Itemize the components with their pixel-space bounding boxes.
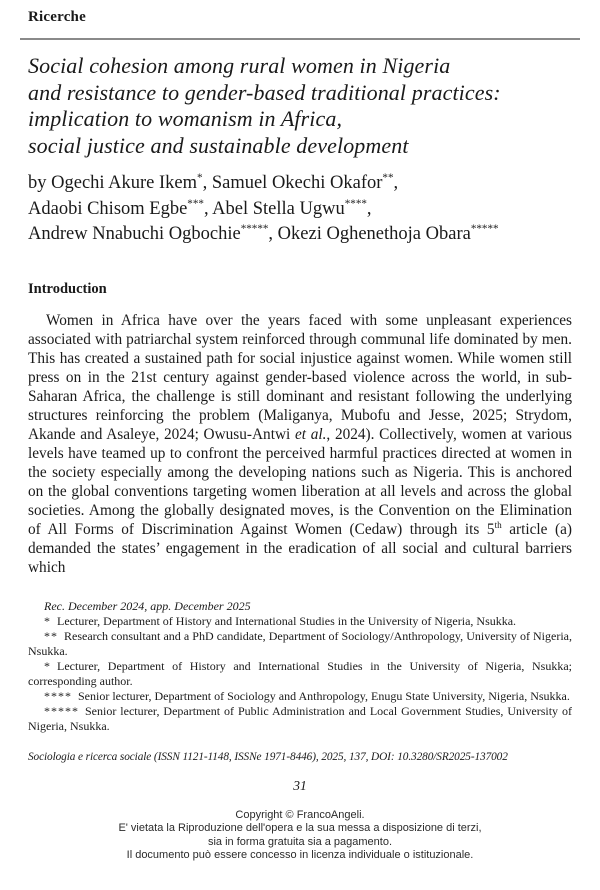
footnote-text-4: Senior lecturer, Department of Sociology and Anthropology, Enugu State University, Nigeria, Nsukka. bbox=[78, 688, 570, 703]
article-title bbox=[28, 53, 572, 159]
journal-section-label: Ricerche bbox=[28, 9, 86, 25]
footnote-marker-5: ***** bbox=[44, 703, 79, 718]
article-title-line-2: and resistance to gender-based traditional practices: bbox=[28, 79, 501, 105]
footnote-marker-1: * bbox=[44, 613, 51, 628]
copyright-line-2: E' vietata la Riproduzione dell'opera e la sua messa a disposizione di terzi, bbox=[118, 822, 482, 834]
journal-citation-line: Sociologia e ricerca sociale (ISSN 1121-1148, ISSNe 1971-8446), 2025, 137, DOI: 10.3280/SR2025-137002 bbox=[28, 750, 508, 763]
footnotes-block bbox=[28, 599, 572, 734]
footnote-item-3 bbox=[28, 659, 572, 689]
footnote-marker-2: ** bbox=[44, 628, 58, 643]
article-title-line-1: Social cohesion among rural women in Nigeria bbox=[28, 53, 451, 78]
footnote-text-2: Research consultant and a PhD candidate, Department of Sociology/Anthropology, University of Nigeria, Nsukka. bbox=[28, 628, 572, 658]
footnote-item-2 bbox=[28, 629, 572, 659]
footnote-marker-3: * bbox=[44, 658, 51, 673]
copyright-line-3: sia in forma gratuita sia a pagamento. bbox=[207, 835, 393, 848]
footnote-marker-4: **** bbox=[44, 688, 72, 703]
footnote-text-3: Lecturer, Department of History and International Studies in the University of Nigeria, Nsukka; corresponding author. bbox=[28, 658, 572, 688]
footnote-item-5 bbox=[28, 704, 572, 734]
page-number: 31 bbox=[293, 777, 307, 793]
copyright-block bbox=[28, 809, 572, 863]
section-heading-introduction: Introduction bbox=[28, 280, 107, 297]
footnote-item-4 bbox=[28, 689, 572, 704]
copyright-line-4: Il documento può essere concesso in licenza individuale o istituzionale. bbox=[126, 849, 474, 861]
copyright-line-1: Copyright © FrancoAngeli. bbox=[235, 808, 365, 821]
received-approved-line: Rec. December 2024, app. December 2025 bbox=[44, 598, 251, 613]
header-rule bbox=[20, 38, 580, 40]
footnote-item-1 bbox=[28, 614, 572, 629]
body-paragraph: Women in Africa have over the years faced with some unpleasant experiences associated with patriarchal system reinforced through communal life dominated by men. This has created a sustained path for social injustice against women. While women still press on in the 21st century against gender-based violence across the world, in sub-Saharan Africa, the challenge is still dominant and resistant following the underlying structures reinforcing the problem (Maliganya, Mubofu and Jesse, 2025; Strydom, Akande and Asaleye, 2024; Owusu-Antwi et al., 2024). Collectively, women at various levels have teamed up to confront the perceived harmful practices directed at women in the society especially among the developing nations such as Nigeria. This is anchored on the global conventions targeting women liberation at all levels and across the global societies. Among the globally designated moves, is the Convention on the Elimination of All Forms of Discrimination Against Women (Cedaw) through its 5th article (a) demanded the states’ engagement in the eradication of all social and cultural barriers which bbox=[28, 311, 572, 576]
article-title-line-4: social justice and sustainable development bbox=[28, 132, 409, 158]
article-title-line-3: implication to womanism in Africa, bbox=[28, 106, 343, 131]
footnote-text-5: Senior lecturer, Department of Public Administration and Local Government Studies, University of Nigeria, Nsukka. bbox=[28, 703, 572, 733]
author-byline: by Ogechi Akure Ikem*, Samuel Okechi Okafor**, Adaobi Chisom Egbe***, Abel Stella Ugwu****, Andrew Nnabuchi Ogbochie*****, Okezi Oghenethoja Obara***** bbox=[28, 171, 499, 244]
footnote-text-1: Lecturer, Department of History and International Studies in the University of Nigeria, Nsukka. bbox=[57, 613, 517, 628]
